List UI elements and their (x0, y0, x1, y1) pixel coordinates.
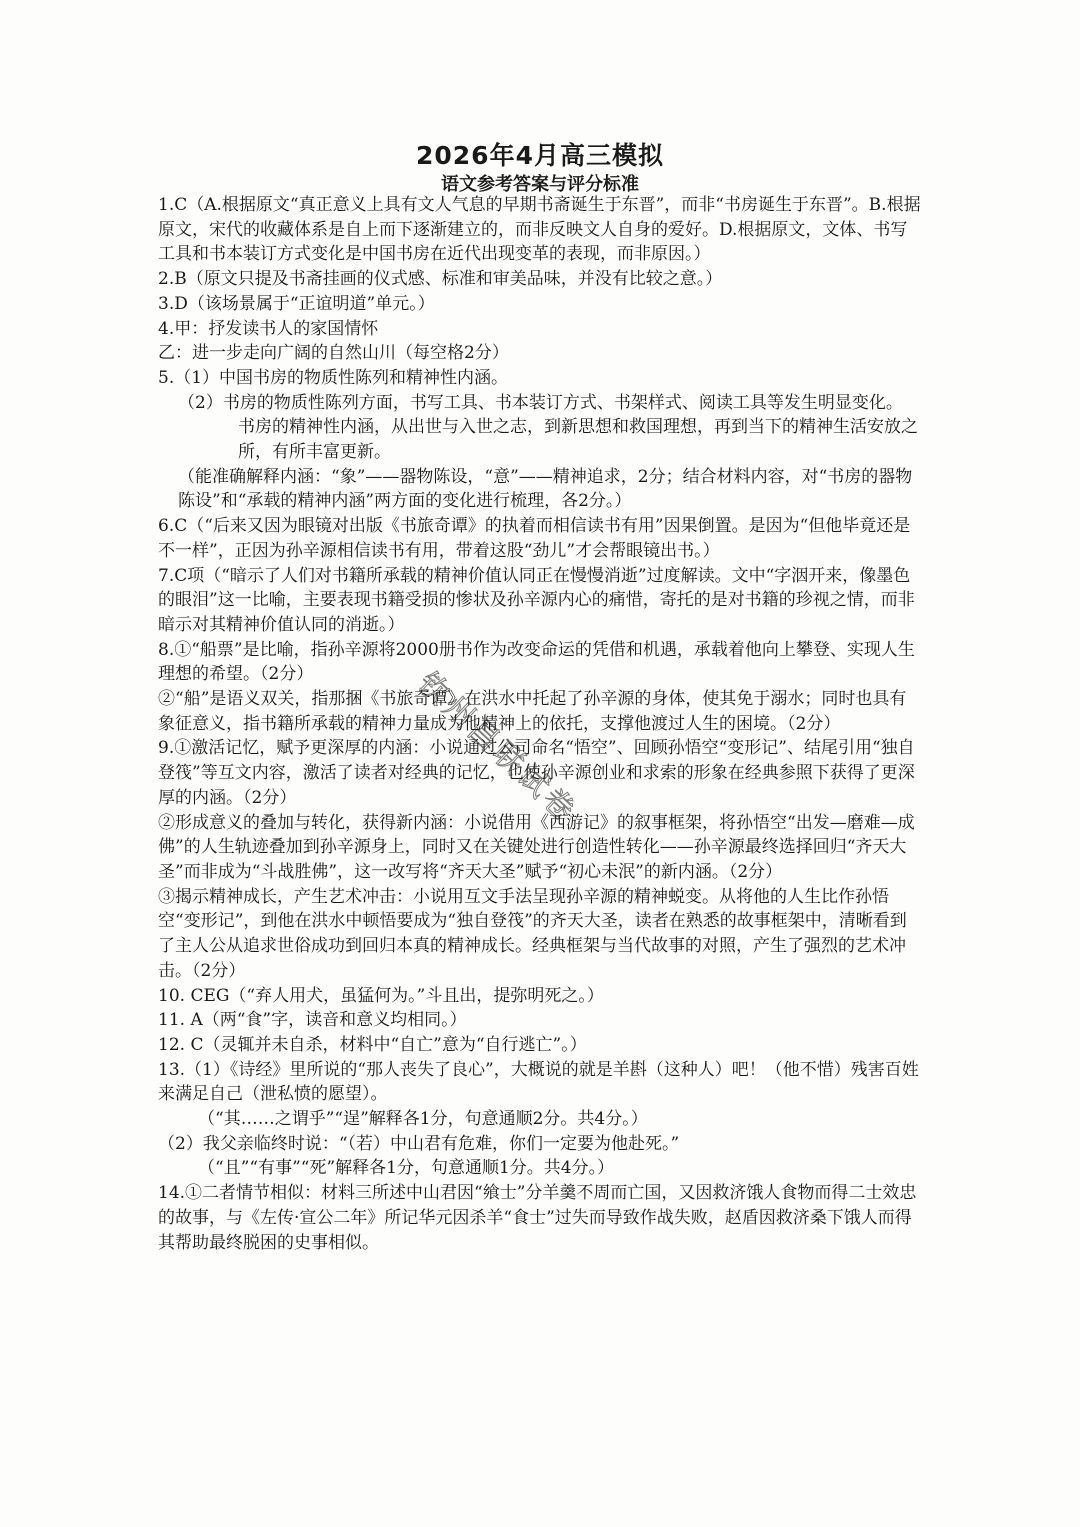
answer-9-1: 9.①激活记忆，赋予更深厚的内涵：小说通过公司命名“悟空”、回顾孙悟空“变形记”、结尾引用“独自登筏”等互文内容，激活了读者对经典的记忆，也使孙辛源创业和求索的形象在经典参照下获得了更深厚的内涵。（2分） (158, 738, 915, 808)
answer-6: 6.C（“后来又因为眼镜对出版《书旅奇谭》的执着而相信读书有用”因果倒置。是因为“但他毕竟还是不一样”，正因为孙辛源相信读书有用，带着这股“劲儿”才会帮眼镜出书。） (158, 516, 911, 561)
answer-13-1: 13.（1）《诗经》里所说的“那人丧失了良心”，大概说的就是羊斟（这种人）吧！（他不惜）残害百姓来满足自己（泄私愤的愿望）。 (158, 1059, 919, 1105)
page-subtitle: 语文参考答案与评分标准 (441, 174, 639, 195)
answer-9-2: ②形成意义的叠加与转化，获得新内涵：小说借用《西游记》的叙事框架，将孙悟空“出发—磨难—成佛”的人生轨迹叠加到孙辛源身上，同时又在关键处进行创造性转化——孙辛源最终选择回归“齐天大圣”而非成为“斗战胜佛”，这一改写将“齐天大圣”赋予“初心未泯”的新内涵。（2分） (158, 812, 915, 882)
answer-4-a: 4.甲：抒发读书人的家国情怀 (158, 318, 379, 339)
answer-8-2: ②“船”是语义双关，指那捆《书旅奇谭》在洪水中托起了孙辛源的身体，使其免于溺水；同时也具有象征意义，指书籍所承载的精神力量成为他精神上的依托，支撑他渡过人生的困境。（2分） (158, 689, 907, 734)
answer-5-note: （能准确解释内涵：“象”——器物陈设，“意”——精神追求，2分；结合材料内容，对“书房的器物陈设”和“承载的精神内涵”两方面的变化进行梳理，各2分。） (178, 466, 913, 512)
answer-10: 10. CEG（“弃人用犬，虽猛何为。”斗且出，提弥明死之。） (158, 985, 604, 1006)
page-title: 2026年4月高三模拟 (416, 141, 664, 170)
answer-13-1-note: （“其……之谓乎”“逞”解释各1分，句意通顺2分。共4分。） (198, 1109, 648, 1130)
answer-13-2: （2）我父亲临终时说：“（若）中山君有危难，你们一定要为他赴死。” (158, 1133, 680, 1154)
answer-2: 2.B（原文只提及书斋挂画的仪式感、标准和审美品味，并没有比较之意。） (158, 269, 723, 290)
watermark-stamp: 钦州昌联试卷 (410, 665, 584, 831)
answer-9-3: ③揭示精神成长，产生艺术冲击：小说用互文手法呈现孙辛源的精神蜕变。从将他的人生比作孙悟空“变形记”，到他在洪水中顿悟要成为“独自登筏”的齐天大圣，读者在熟悉的故事框架中，清晰看到了主人公从追求世俗成功到回归本真的精神成长。经典框架与当代故事的对照，产生了强烈的艺术冲击。（2分） (158, 886, 907, 981)
answer-13-2-note: （“且”“有事”“死”解释各1分，句意通顺1分。共4分。） (198, 1158, 615, 1179)
answer-5-2b: 书房的精神性内涵，从出世与入世之志，到新思想和救国理想，再到当下的精神生活安放之所，有所丰富更新。 (238, 417, 918, 463)
answer-8-1: 8.①“船票”是比喻，指孙辛源将2000册书作为改变命运的凭借和机遇，承载着他向上攀登、实现人生理想的希望。（2分） (158, 639, 915, 685)
answer-5-1: 5.（1）中国书房的物质性陈列和精神性内涵。 (158, 367, 509, 388)
answer-5-2: （2）书房的物质性陈列方面，书写工具、书本装订方式、书架样式、阅读工具等发生明显变化。 (178, 392, 903, 413)
answer-content (158, 193, 922, 1255)
answer-12: 12. C（灵辄并未自杀，材料中“自亡”意为“自行逃亡”。） (158, 1034, 587, 1055)
answer-1: 1.C（A.根据原文“真正意义上具有文人气息的早期书斋诞生于东晋”，而非“书房诞生于东晋”。B.根据原文，宋代的收藏体系是自上而下逐渐建立的，而非反映文人自身的爱好。D.根据原文，文体、书写工具和书本装订方式变化是中国书房在近代出现变革的表现，而非原因。） (158, 195, 921, 265)
answer-11: 11. A（两“食”字，读音和意义均相同。） (158, 1010, 467, 1031)
answer-3: 3.D（该场景属于“正谊明道”单元。） (158, 293, 435, 314)
answer-4-b: 乙：进一步走向广阔的自然山川（每空格2分） (158, 343, 509, 364)
answer-14: 14.①二者情节相似：材料三所述中山君因“飨士”分羊羹不周而亡国，又因救济饿人食物而得二士效忠的故事，与《左传·宣公二年》所记华元因杀羊“食士”过失而导致作战失败，赵盾因救济桑下饿人而得其帮助最终脱困的史事相似。 (158, 1183, 917, 1253)
answer-7: 7.C项（“暗示了人们对书籍所承载的精神价值认同正在慢慢消逝”过度解读。文中“字洇开来，像墨色的眼泪”这一比喻，主要表现书籍受损的惨状及孙辛源内心的痛惜，寄托的是对书籍的珍视之情，而非暗示对其精神价值认同的消逝。） (158, 565, 915, 635)
